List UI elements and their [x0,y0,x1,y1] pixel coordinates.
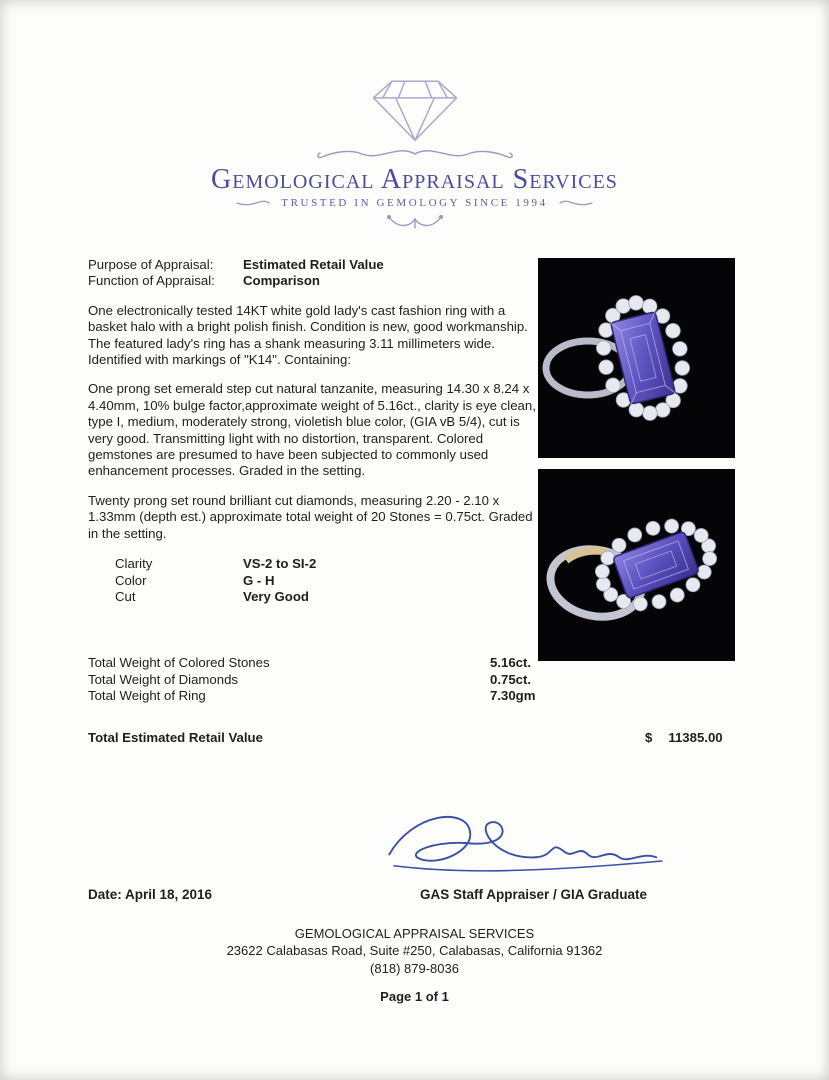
ring-photos [538,258,735,672]
appraiser-title: GAS Staff Appraiser / GIA Graduate [420,886,648,902]
retail-value-label: Total Estimated Retail Value [88,729,263,745]
total-colored-stones-label: Total Weight of Colored Stones [88,655,270,671]
certificate-footer [0,925,829,1006]
brand-tagline: TRUSTED IN GEMOLOGY SINCE 1994 [281,197,548,209]
function-row [88,273,540,289]
currency-symbol: $ [645,729,653,745]
retail-value-amount [645,730,723,746]
handwritten-signature [372,805,682,881]
footer-address: 23622 Calabasas Road, Suite #250, Calabasas, California 91362 [226,943,603,959]
total-ring-weight-value: 7.30gm [490,687,536,703]
cut-label: Cut [115,588,136,604]
ring-description: One electronically tested 14KT white gold lady's cast fashion ring with a basket halo with a bright polish finish. Condition is new, good workmanship. The featured lady's ring has a shank measuring 3.11 millimeters wide. Identified with markings of "K14". Containing: [88,302,528,368]
color-label: Color [115,572,147,588]
total-ring-weight-label: Total Weight of Ring [88,687,206,703]
purpose-row [88,257,540,273]
total-diamonds-row [88,672,829,688]
diamonds-description: Twenty prong set round brilliant cut diamonds, measuring 2.20 - 2.10 x 1.33mm (depth est.) approximate total weight of 20 Stones = 0.75ct. Graded in the setting. [88,492,533,541]
page-number: Page 1 of 1 [380,989,449,1005]
tanzanite-description: One prong set emerald step cut natural tanzanite, measuring 14.30 x 8.24 x 4.40mm, 10% bulge factor,approximate weight of 5.16ct., clarity is eye clean, type I, medium, moderately strong, violetish blue color, (GIA vB 5/4), cut is very good. Transmitting light with no distortion, transparent. Colored gemstones are presumed to have been subjected to commonly used enhancement processes. Graded in the setting. [88,381,536,479]
grade-row-cut [115,589,540,605]
flourish-left-icon [235,197,271,209]
total-diamonds-label: Total Weight of Diamonds [88,671,239,687]
cut-value: Very Good [243,588,309,604]
ring-photo-top [538,258,735,458]
diamond-grades-table [115,556,540,605]
footer-company: GEMOLOGICAL APPRAISAL SERVICES [294,925,535,941]
function-label: Function of Appraisal: [88,273,215,289]
grade-row-color [115,573,540,589]
grade-row-clarity [115,556,540,572]
signature-section [0,805,829,905]
certificate-header [0,0,829,233]
purpose-label: Purpose of Appraisal: [88,257,214,272]
scroll-ornament-bottom-icon [383,211,447,233]
brand-title: Gemological Appraisal Services [211,164,618,195]
clarity-value: VS-2 to SI-2 [243,556,317,572]
ring-photo-side [538,469,735,661]
total-ring-weight-row [88,688,829,704]
scroll-ornament-top-icon [310,146,520,162]
retail-value-row [88,730,829,747]
ring-side-view-image [538,469,735,661]
appraisal-body [0,257,540,605]
tagline-row [0,197,829,209]
ring-top-view-image [538,258,735,458]
function-value: Comparison [243,273,320,289]
amount: 11385.00 [668,729,723,745]
clarity-label: Clarity [115,556,153,572]
total-diamonds-value: 0.75ct. [490,671,532,687]
total-colored-stones-value: 5.16ct. [490,655,532,671]
signature-caption-row [0,887,829,905]
color-value: G - H [243,572,275,588]
appraisal-date: Date: April 18, 2016 [88,886,213,902]
footer-phone: (818) 879-8036 [370,960,459,976]
purpose-value: Estimated Retail Value [243,257,384,272]
flourish-right-icon [558,197,594,209]
diamond-logo-icon [350,72,480,144]
